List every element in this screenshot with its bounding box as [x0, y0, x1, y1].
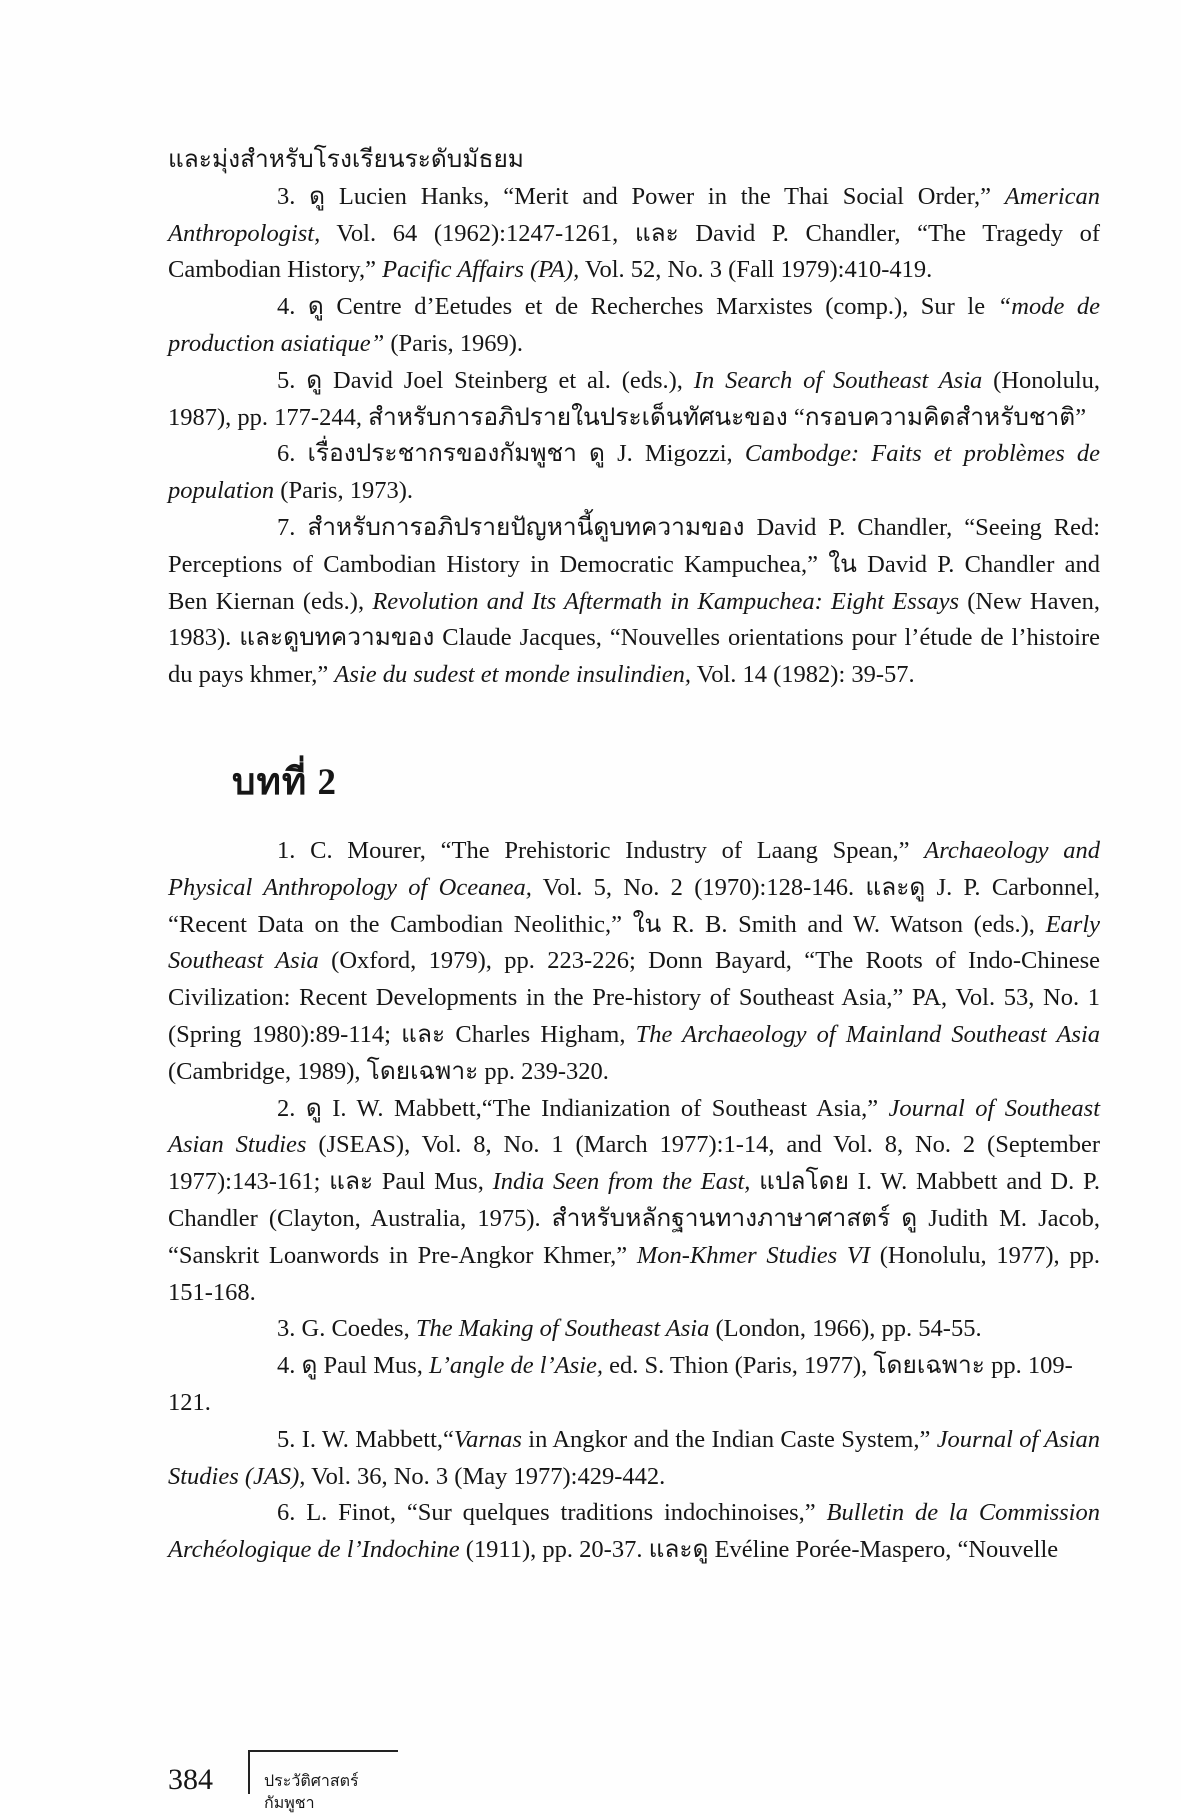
endnote-text: (London, 1966), pp. 54-55. [709, 1315, 982, 1343]
endnote-4 [168, 289, 1100, 363]
endnote-5 [168, 363, 1100, 437]
endnote-6 [168, 1495, 1100, 1569]
endnote-title: In Search of Southeast Asia [693, 366, 983, 394]
endnote-text: 121. [168, 1388, 211, 1416]
endnote-title: Cambodge: Faits et problèmes de population [168, 440, 1100, 505]
endnote-title: Revolution and Its Aftermath in Kampuchea: Eight Essays [372, 587, 960, 615]
endnote-title: “mode de production asiatique” [168, 293, 1100, 357]
page-number: 384 [168, 1763, 213, 1796]
footer-rule [248, 1750, 398, 1752]
chapter-heading: บทที่ 2 [232, 762, 338, 803]
endnote-text: 5. I. W. Mabbett,“ [277, 1425, 454, 1453]
endnote-text: 3. ดู Lucien Hanks, “Merit and Power in the Thai Social Order,” [277, 182, 1005, 210]
note-continuation [168, 142, 1100, 179]
endnote-text: (Cambridge, 1989), โดยเฉพาะ pp. 239-320. [168, 1057, 609, 1085]
endnote-title: Journal of Southeast Asian Studies [168, 1094, 1101, 1159]
endnote-text: Vol. 5, No. 2 (1970):128-146. และดู J. P. Carbonnel, “Recent Data on the Cambodian Neolithic,” ใน R. B. Smith and W. Watson (eds.), [168, 873, 1100, 938]
endnote-text: 4. ดู Centre d’Eetudes et de Recherches Marxistes (comp.), Sur le [277, 293, 998, 321]
endnote-text: 6. เรื่องประชากรของกัมพูชา ดู J. Migozzi, [277, 440, 745, 468]
running-book-title: ประวัติศาสตร์กัมพูชา [264, 1771, 359, 1812]
endnote-text: 6. L. Finot, “Sur quelques traditions indochinoises,” [277, 1499, 827, 1527]
endnote-title: India Seen from the East, [492, 1168, 751, 1196]
endnote-text: Vol. 64 (1962):1247-1261, และ David P. Chandler, “The Tragedy of Cambodian History,” [168, 219, 1100, 284]
endnote-2 [168, 1091, 1100, 1312]
endnote-3 [168, 1311, 1100, 1348]
endnote-text: (1911), pp. 20-37. และดู Evéline Porée-Maspero, “Nouvelle [459, 1536, 1059, 1564]
endnote-text: 3. G. Coedes, [277, 1315, 416, 1343]
endnote-title: The Archaeology of Mainland Southeast Asia [635, 1020, 1100, 1048]
endnote-text: 2. ดู I. W. Mabbett,“The Indianization of Southeast Asia,” [277, 1094, 889, 1122]
endnote-1 [168, 833, 1100, 1091]
endnote-title: Asie du sudest et monde insulindien, [334, 661, 691, 689]
endnote-text: แปลโดย I. W. Mabbett and D. P. Chandler (Clayton, Australia, 1975). สำหรับหลักฐานทางภาษาศาสตร์ ดู Judith M. Jacob, “Sanskrit Loanwords in Pre-Angkor Khmer,” [168, 1168, 1101, 1269]
endnote-text: Vol. 14 (1982): 39-57. [690, 661, 915, 689]
endnote-title: Bulletin de la Commission Archéologique de l’Indochine [168, 1499, 1100, 1564]
endnote-7 [168, 510, 1100, 694]
endnote-text: (JSEAS), Vol. 8, No. 1 (March 1977):1-14, and Vol. 8, No. 2 (September 1977):143-161; และ Paul Mus, [168, 1131, 1100, 1196]
endnote-title: Varnas [453, 1425, 522, 1453]
endnote-text: 1. C. Mourer, “The Prehistoric Industry of Laang Spean,” [277, 837, 925, 864]
footer-divider [248, 1750, 250, 1794]
chapter-2-endnotes [168, 833, 1100, 1569]
endnote-text: in Angkor and the Indian Caste System,” [521, 1425, 937, 1453]
endnote-title: Early Southeast Asia [168, 910, 1100, 975]
endnote-title: The Making of Southeast Asia [415, 1315, 710, 1343]
endnote-title: Archaeology and Physical Anthropology of Oceanea, [168, 837, 1100, 901]
endnote-text: Vol. 36, No. 3 (May 1977):429-442. [305, 1462, 666, 1490]
endnote-text: (New Haven, 1983). และดูบทความของ Claude Jacques, “Nouvelles orientations pour l’étude de l’histoire du pays khmer,” [168, 587, 1100, 689]
endnote-text: 4. ดู Paul Mus, [277, 1352, 430, 1380]
endnote-5 [168, 1422, 1100, 1496]
endnote-text: Vol. 52, No. 3 (Fall 1979):410-419. [579, 256, 933, 284]
continuation-text: และมุ่งสำหรับโรงเรียนระดับมัธยม [168, 146, 524, 173]
endnote-text: 7. สำหรับการอภิปรายปัญหานี้ดูบทความของ David P. Chandler, “Seeing Red: Perceptions of Cambodian History in Democratic Kampuchea,” ใน David P. Chandler and Ben Kiernan (eds.), [168, 513, 1100, 615]
endnote-title: L’angle de l’Asie, [429, 1352, 603, 1380]
endnote-4 [168, 1348, 1100, 1385]
endnote-title: Pacific Affairs (PA), [382, 256, 580, 284]
endnote-title: Journal of Asian Studies (JAS), [168, 1425, 1100, 1490]
endnote-text: 5. ดู David Joel Steinberg et al. (eds.), [277, 366, 694, 394]
page-footer [168, 1763, 408, 1812]
endnote-3 [168, 179, 1100, 289]
endnote-text: (Honolulu, 1987), pp. 177-244, สำหรับการอภิปรายในประเด็นทัศนะของ “กรอบความคิดสำหรับชาติ” [168, 366, 1100, 431]
endnotes-continued [168, 142, 1100, 694]
endnote-6 [168, 436, 1100, 510]
endnote-text: (Paris, 1973). [274, 477, 413, 505]
endnote-text: (Honolulu, 1977), pp. 151-168. [168, 1241, 1100, 1306]
endnote-text: (Paris, 1969). [384, 329, 524, 357]
endnote-title: Mon-Khmer Studies VI [636, 1241, 871, 1269]
endnote-text: ed. S. Thion (Paris, 1977), โดยเฉพาะ pp. 109- [603, 1352, 1073, 1380]
endnote-4-continuation [168, 1385, 1100, 1422]
endnote-text: (Oxford, 1979), pp. 223-226; Donn Bayard, “The Roots of Indo-Chinese Civilization: Recent Developments in the Pre-history of Southeast Asia,” PA, Vol. 53, No. 1 (Spring 1980):89-114; และ Charles Higham, [168, 947, 1100, 1048]
endnote-title: American Anthropologist, [168, 182, 1100, 247]
